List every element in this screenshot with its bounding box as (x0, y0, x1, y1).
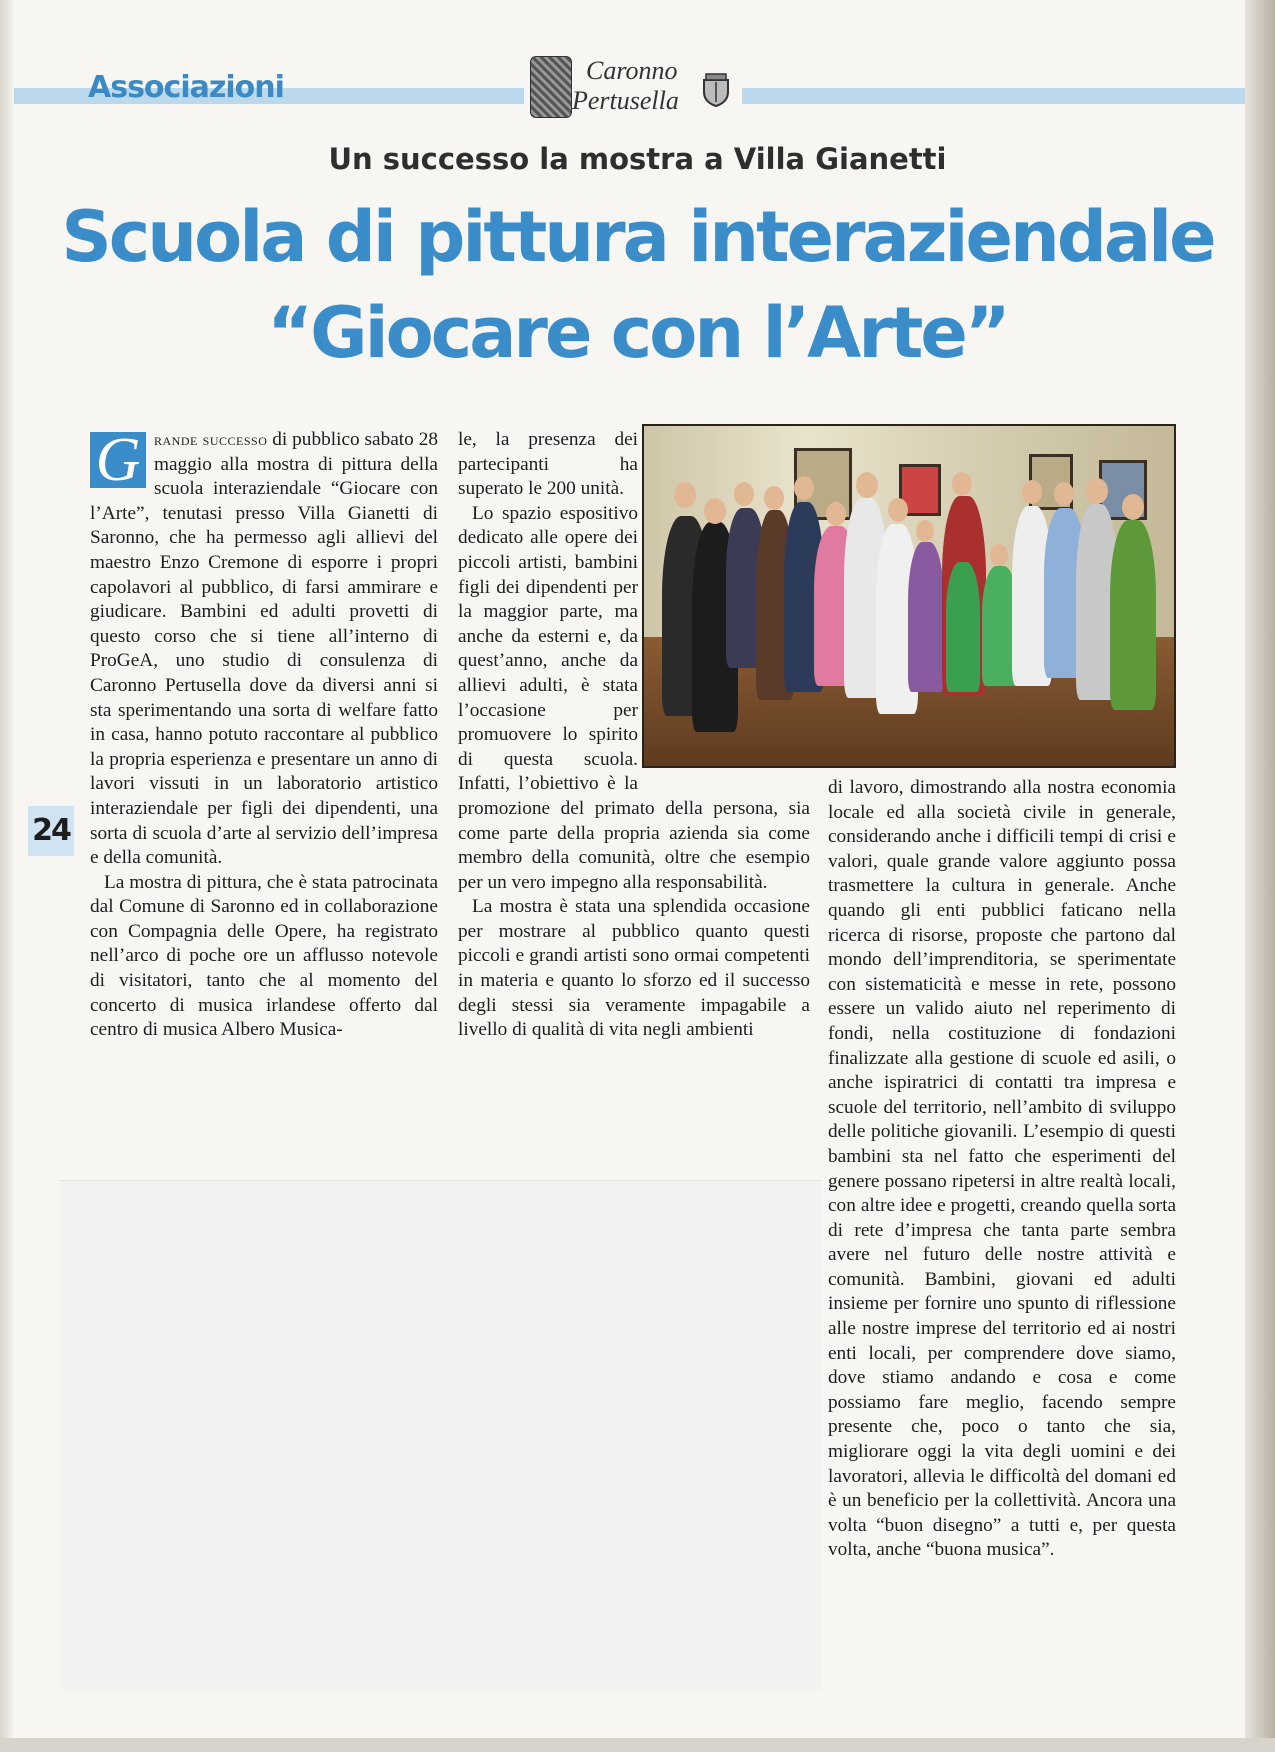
article-paragraph: le, la presenza dei partecipanti ha superato le 200 unità. (458, 429, 638, 500)
photo-head (916, 520, 934, 542)
photo-person (946, 562, 980, 692)
lead-smallcaps: rande successo (154, 430, 268, 449)
article-paragraph: La mostra di pittura, che è stata patrocinata dal Comune di Saronno ed in collaborazione con Compagnia delle Opere, ha registrato nell’arco di poche ore un afflusso notevole di visitatori, tanto che al momento del concerto di musica irlandese offerto dal centro di musica Albero Musica- (90, 871, 438, 1041)
photo-head (826, 502, 846, 526)
photo-head (764, 486, 784, 510)
photo-head (704, 498, 726, 524)
photo-head (734, 482, 754, 506)
group-photo (642, 424, 1176, 768)
town-logo (530, 52, 740, 122)
photo-person (908, 542, 944, 692)
photo-head (952, 472, 972, 496)
dropcap: G (90, 432, 146, 488)
article-kicker: Un successo la mostra a Villa Gianetti (328, 142, 947, 176)
paragraph-text: di pubblico sabato 28 maggio alla mostra di pittura della scuola interaziendale “Giocare con l’Arte”, tenutasi presso Villa Gianetti di Saronno, che ha permesso agli allievi del maestro Enzo Cremone di esporre i propri capolavori al pubblico, di farsi ammirare e giudicare. Bambini ed adulti provetti di questo corso che si tiene all’interno di ProGeA, uno studio di consulenza di Caronno Pertusella dove da diversi anni si sta sperimentando una sorta di welfare fatto in casa, hanno potuto raccontare al pubblico la propria esperienza e presentare un anno di lavori vissuti in un laboratorio artistico interaziendale per figli dei dipendenti, una sorta di scuola d’arte al servizio dell’impresa e della comunità. (90, 429, 438, 869)
section-label: Associazioni (88, 70, 284, 105)
crest-icon (700, 72, 732, 108)
photo-head (1122, 494, 1144, 520)
photo-head (674, 482, 696, 508)
article-paragraph (90, 428, 438, 871)
page-bottom-edge (0, 1738, 1275, 1752)
logo-text-line1: Caronno (586, 56, 678, 85)
photo-head (794, 476, 814, 500)
photo-head (1086, 478, 1108, 504)
header-rule-right (742, 88, 1245, 104)
article-paragraph: Lo spazio espositivo dedicato alle opere dei piccoli artisti, bambini figli dei dipendenti per la maggior parte, ma anche da esterni e, da quest’anno, anche da allievi adulti, è stata l’occasione per promuovere lo spirito di questa scuola. Infatti, l’obiettivo è la promozione del primato della persona, sia come parte della propria azienda sia come membro della comunità, oltre che esempio per un vero impegno alla responsabilità. (458, 502, 810, 893)
article-column-3 (828, 776, 1176, 1563)
article-paragraph: La mostra è stata una splendida occasione per mostrare al pubblico quanto questi piccoli e grandi artisti sono ormai competenti in materia e quanto lo sforzo ed il successo degli stessi sia veramente impagabile a livello di qualità di vita negli ambienti (458, 896, 810, 1041)
article-paragraph: di lavoro, dimostrando alla nostra economia locale ed alla società civile in generale, considerando anche i difficili tempi di crisi e valori, quale grande valore aggiunto possa trasmettere la cultura in generale. Anche quando gli enti pubblici faticano nella ricerca di risorse, proposte che partono dal mondo dell’imprenditoria, se sperimentate con sistematicità e messe in rete, possono essere un valido aiuto nel reperimento di fondi, nella costituzione di fondazioni finalizzate alla gestione di scuole ed asili, o anche ispiratrici di contatti tra impresa e scuole del territorio, nell’ambito di sviluppo delle politiche giovanili. L’esempio di questi bambini sta nel fatto che esperimenti del genere possano ripetersi in altre realtà locali, con altre idee e progetti, creando quella sorta di rete d’impresa che tanta parte sembra avere nel futuro delle nostre attività e comunità. Bambini, giovani ed adulti insieme per fornire uno spunto di riflessione alle nostre imprese del territorio ed ai nostri enti locali, per comprendere dove siamo, dove stiamo andando e cosa e come possiamo fare meglio, facendo sempre presente che, poco o tanto che sia, migliorare oggi la vita degli uomini e dei lavoratori, allevia le difficoltà del domani ed è un beneficio per la collettività. Ancora una volta “buon disegno” a tutti e, per questa volta, anche “buona musica”. (828, 777, 1176, 1561)
article-column-1 (90, 428, 438, 1043)
photo-head (888, 498, 908, 522)
page-number: 24 (28, 806, 74, 856)
photo-head (990, 544, 1008, 566)
article-title-line1: Scuola di pittura interaziendale (61, 196, 1214, 278)
photo-person (1110, 520, 1156, 710)
logo-text-line2: Pertusella (572, 86, 679, 115)
article-title-line2: “Giocare con l’Arte” (267, 292, 1008, 374)
photo-head (856, 472, 878, 498)
photo-head (1022, 480, 1042, 504)
blank-paste-area (60, 1180, 822, 1691)
logo-emblem-icon (530, 56, 572, 118)
photo-head (1054, 482, 1074, 506)
